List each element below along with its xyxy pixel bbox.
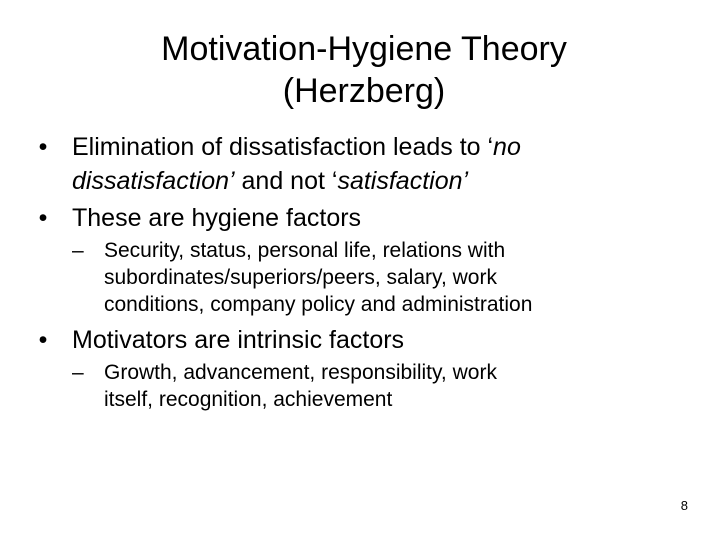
bullet-item-hygiene-factors <box>28 201 708 235</box>
bullet-item-dissatisfaction <box>28 130 708 198</box>
slide-body <box>28 130 708 413</box>
emphasis-text: satisfaction’ <box>337 167 469 195</box>
bullet-text: Motivators are intrinsic factors <box>72 326 405 354</box>
bullet-line <box>72 130 708 164</box>
bullet-dot-icon: • <box>38 204 48 232</box>
emphasis-text: dissatisfaction’ <box>72 167 235 195</box>
bullet-dot-icon: • <box>38 133 48 161</box>
sub-bullet-hygiene-list <box>28 237 708 318</box>
bullet-dot-icon: • <box>38 326 48 354</box>
bullet-text: These are hygiene factors <box>72 204 362 232</box>
sub-bullet-line: Security, status, personal life, relations with <box>104 239 506 262</box>
sub-bullet-line: Growth, advancement, responsibility, work <box>104 361 497 384</box>
bullet-item-motivators <box>28 323 708 357</box>
slide-title-line-1: Motivation-Hygiene Theory <box>161 30 567 68</box>
page-number: 8 <box>680 498 688 513</box>
bullet-text: and not ‘ <box>234 167 338 195</box>
sub-bullet-line: conditions, company policy and administration <box>104 293 533 316</box>
emphasis-text: no <box>493 133 521 161</box>
sub-bullet-motivators-list <box>28 359 708 413</box>
bullet-text: Elimination of dissatisfaction leads to ‘ <box>72 133 494 161</box>
dash-icon: – <box>72 239 84 262</box>
dash-icon: – <box>72 361 84 384</box>
slide-title-line-2: (Herzberg) <box>282 72 446 110</box>
sub-bullet-line: itself, recognition, achievement <box>104 388 393 411</box>
slide-title <box>0 28 728 112</box>
sub-bullet-line: subordinates/superiors/peers, salary, work <box>104 266 497 289</box>
bullet-line <box>72 164 708 198</box>
